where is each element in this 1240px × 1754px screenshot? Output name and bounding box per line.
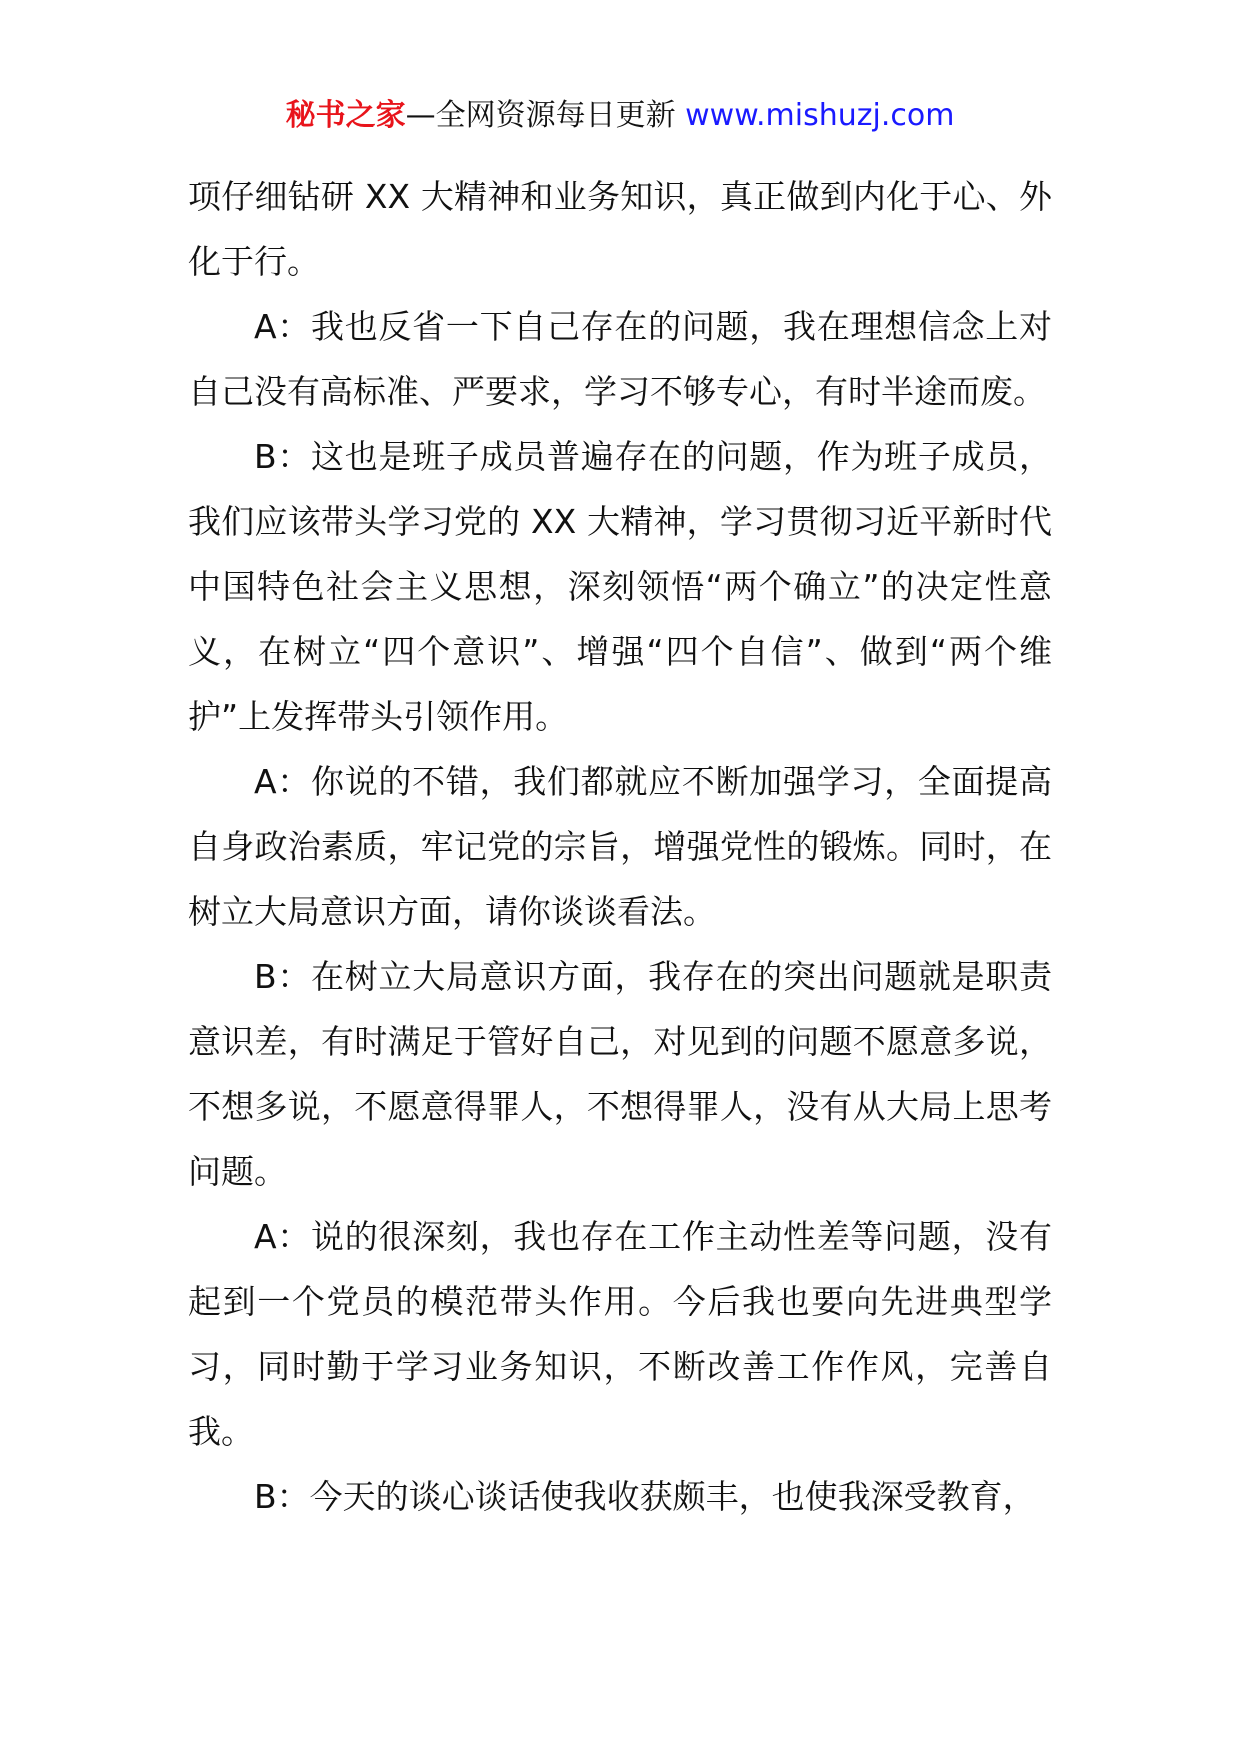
page-header [0,96,1240,136]
document-body [188,164,1052,1529]
dialogue-paragraph: B：这也是班子成员普遍存在的问题，作为班子成员，我们应该带头学习党的 XX 大精神，学习贯彻习近平新时代中国特色社会主义思想，深刻领悟“两个确立”的决定性意义，在树立“四个意识”、增强“四个自信”、做到“两个维护”上发挥带头引领作用。 [188,437,1052,736]
site-link[interactable]: www.mishuzj.com [685,98,955,133]
dialogue-paragraph: A：我也反省一下自己存在的问题，我在理想信念上对自己没有高标准、严要求，学习不够专心，有时半途而废。 [188,307,1052,411]
dialogue-paragraph: B：今天的谈心谈话使我收获颇丰，也使我深受教育， [254,1477,1036,1516]
brand-name: 秘书之家 [285,98,406,133]
dialogue-paragraph: A：说的很深刻，我也存在工作主动性差等问题，没有起到一个党员的模范带头作用。今后我也要向先进典型学习，同时勤于学习业务知识，不断改善工作作风，完善自我。 [188,1217,1052,1451]
dialogue-paragraph: B：在树立大局意识方面，我存在的突出问题就是职责意识差，有时满足于管好自己，对见到的问题不愿意多说，不想多说，不愿意得罪人，不想得罪人，没有从大局上思考问题。 [188,957,1052,1191]
dialogue-paragraph: A：你说的不错，我们都就应不断加强学习，全面提高自身政治素质，牢记党的宗旨，增强党性的锻炼。同时，在树立大局意识方面，请你谈谈看法。 [188,762,1052,931]
header-slogan: —全网资源每日更新 [405,98,686,133]
paragraph-continuation: 项仔细钻研 XX 大精神和业务知识，真正做到内化于心、外化于行。 [188,177,1052,281]
